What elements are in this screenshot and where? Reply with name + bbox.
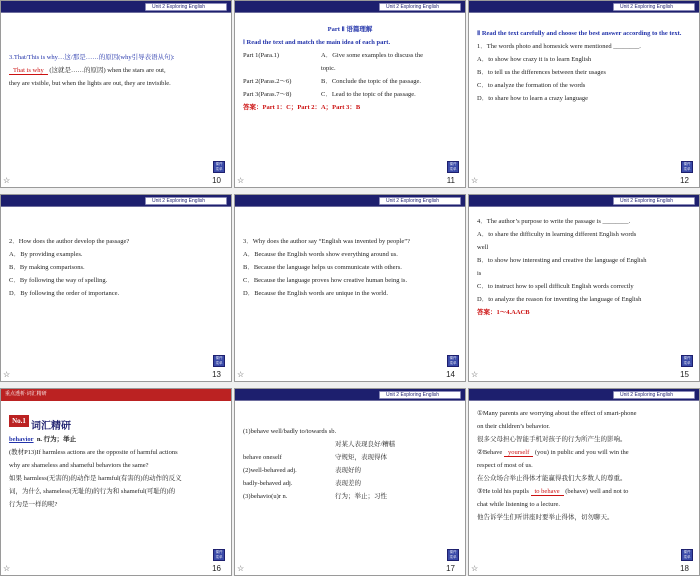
option: D．Because the English words are unique in the world. — [243, 290, 388, 297]
section-banner: 重点透析·词汇精研 — [1, 389, 231, 401]
text-line: respect of most of us. — [477, 462, 533, 469]
idea-text: C．Lead to the topic of the passage. — [321, 91, 416, 98]
idea-text: A．Give some examples to discuss the — [321, 52, 423, 59]
menu-icon[interactable]: 课件 菜单 — [213, 161, 225, 173]
question: 2．How does the author develop the passage? — [9, 238, 130, 245]
unit-tag: Unit 2 Exploring English — [613, 3, 695, 11]
text-line: 词，为什么 shameless(无耻的)的行为和 shameful(可耻的)的 — [9, 488, 176, 495]
slide-header-bar — [469, 389, 699, 401]
menu-icon[interactable]: 课件 菜单 — [447, 355, 459, 367]
answer-blank: yourself — [504, 449, 533, 457]
vocab-pos: n. 行为；举止 — [36, 436, 77, 443]
slide-thumbnail-15[interactable] — [468, 194, 700, 382]
slide-number: 16 — [212, 564, 221, 573]
slide-thumbnail-17[interactable] — [234, 388, 466, 576]
slide-number: 15 — [680, 370, 689, 379]
slide-number: 12 — [680, 176, 689, 185]
meaning: 行为；举止；习性 — [335, 493, 387, 500]
text-line: 行为是一样的呢? — [9, 501, 58, 508]
slide-number: 17 — [446, 564, 455, 573]
option: B．to show how interesting and creative the language of English — [477, 257, 647, 264]
slide-number: 10 — [212, 176, 221, 185]
slide-header-bar — [1, 195, 231, 207]
meaning: 对某人表现良好/糟糕 — [335, 441, 396, 448]
menu-icon[interactable]: 课件 菜单 — [681, 161, 693, 173]
instruction: Ⅱ Read the text carefully and choose the best answer according to the text. — [477, 30, 682, 37]
answer-text: 答案：1～4.AACB — [477, 309, 530, 316]
option: A．Because the English words show everything around us. — [243, 251, 398, 258]
option: C．to instruct how to spell difficult English words correctly — [477, 283, 634, 290]
slide-header-bar — [469, 195, 699, 207]
slide-content — [477, 407, 691, 524]
menu-icon[interactable]: 课件 菜单 — [447, 549, 459, 561]
star-icon[interactable]: ☆ — [3, 564, 11, 573]
phrase: (3)behavio(u)r n. — [243, 493, 288, 500]
slide-thumbnail-16[interactable] — [0, 388, 232, 576]
answer-blank: That is why — [9, 67, 48, 75]
option: A．to share the difficulty in learning different English words — [477, 231, 637, 238]
part-label — [243, 62, 321, 75]
slide-header-bar — [1, 1, 231, 13]
star-icon[interactable]: ☆ — [237, 176, 245, 185]
phrase: badly-behaved adj. — [243, 480, 293, 487]
question: 1．The words photo and homesick were mentioned ________. — [477, 43, 641, 50]
slide-thumbnail-12[interactable] — [468, 0, 700, 188]
slide-number: 14 — [446, 370, 455, 379]
option: B．By making comparisons. — [9, 264, 85, 271]
star-icon[interactable]: ☆ — [471, 176, 479, 185]
star-icon[interactable]: ☆ — [471, 370, 479, 379]
slide-thumbnail-18[interactable] — [468, 388, 700, 576]
meaning: 表现好的 — [335, 467, 361, 474]
menu-icon[interactable]: 课件 菜单 — [213, 549, 225, 561]
part-label: Part 1(Para.1) — [243, 52, 280, 59]
idea-text: topic. — [321, 65, 336, 72]
option: C．By following the way of spelling. — [9, 277, 108, 284]
text-line: 3.That/This is why…这/那是……的原因(why引导表语从句): — [9, 54, 175, 61]
star-icon[interactable]: ☆ — [237, 370, 245, 379]
unit-tag: Unit 2 Exploring English — [613, 391, 695, 399]
unit-tag: Unit 2 Exploring English — [379, 197, 461, 205]
text-line: 如果 harmless(无害的)的动作是 harmful(有害的)的动作的反义 — [9, 475, 182, 482]
text-line: on their children’s behavior. — [477, 423, 550, 430]
slide-number: 18 — [680, 564, 689, 573]
star-icon[interactable]: ☆ — [3, 176, 11, 185]
slide-number: 11 — [446, 176, 455, 185]
unit-tag: Unit 2 Exploring English — [379, 3, 461, 11]
slide-header-bar — [469, 1, 699, 13]
question: 4．The author’s purpose to write the passage is ________. — [477, 218, 631, 225]
answer-text: 答案：Part 1：C；Part 2：A；Part 3：B — [243, 104, 361, 111]
unit-tag: Unit 2 Exploring English — [613, 197, 695, 205]
unit-tag: Unit 2 Exploring English — [379, 391, 461, 399]
section-title: 词汇精研 — [31, 421, 71, 432]
option: D．By following the order of importance. — [9, 290, 120, 297]
menu-icon[interactable]: 课件 菜单 — [681, 355, 693, 367]
option: C．to analyze the formation of the words — [477, 82, 586, 89]
text-line: why are shameless and shameful behaviors the same? — [9, 462, 149, 469]
text-line: chat while listening to a lecture. — [477, 501, 561, 508]
text-line: (这就是……的原因) when the stars are out, — [49, 67, 166, 74]
meaning: 表现差的 — [335, 480, 361, 487]
unit-tag: Unit 2 Exploring English — [145, 3, 227, 11]
menu-icon[interactable]: 课件 菜单 — [447, 161, 459, 173]
phrase: (2)well-behaved adj. — [243, 467, 297, 474]
text-line: (教材P13)If harmless actions are the opposite of harmful actions — [9, 449, 178, 456]
option: A．to show how crazy it is to learn English — [477, 56, 592, 63]
option: D．to share how to learn a crazy language — [477, 95, 588, 102]
text-line: 他告诉学生们听讲座时要举止得体，切勿聊天。 — [477, 514, 614, 521]
text-line: they are visible, but when the lights are out, they are invisible. — [9, 80, 171, 87]
option: D．to analyze the reason for inventing the language of English — [477, 296, 642, 303]
star-icon[interactable]: ☆ — [237, 564, 245, 573]
slide-content — [9, 433, 223, 511]
slide-content — [477, 27, 691, 105]
slide-header-bar — [235, 195, 465, 207]
slide-content — [243, 235, 457, 300]
slide-thumbnail-10[interactable] — [0, 0, 232, 188]
option: C．Because the language proves how creative human being is. — [243, 277, 408, 284]
slide-thumbnail-11[interactable] — [234, 0, 466, 188]
text-line: ③He told his pupils — [477, 488, 529, 495]
part-label: Part 2(Paras.2～6) — [243, 78, 292, 85]
text-line: 在公众场合举止得体才能赢得我们大多数人的尊重。 — [477, 475, 627, 482]
option: is — [477, 270, 482, 277]
slide-content — [477, 215, 691, 319]
idea-text: B．Conclude the topic of the passage. — [321, 78, 422, 85]
phrase: behave oneself — [243, 454, 282, 461]
answer-blank: to behave — [531, 488, 564, 496]
meaning: 守规矩，表现得体 — [335, 454, 387, 461]
menu-icon[interactable]: 课件 菜单 — [681, 549, 693, 561]
question: 3．Why does the author say “English was invented by people”? — [243, 238, 410, 245]
text-line: 很多父母担心智能手机对孩子的行为所产生的影响。 — [477, 436, 627, 443]
number-badge: No.1 — [9, 415, 29, 427]
slide-header-bar — [235, 1, 465, 13]
slide-content — [9, 51, 223, 90]
slide-header-bar — [235, 389, 465, 401]
option: B．Because the language helps us communicate with others. — [243, 264, 402, 271]
option: well — [477, 244, 489, 251]
text-line: ①Many parents are worrying about the effect of smart-phone — [477, 410, 637, 417]
text-line: ②Behave — [477, 449, 503, 456]
star-icon[interactable]: ☆ — [471, 564, 479, 573]
text-line: (you) in public and you will win the — [534, 449, 629, 456]
slide-number: 13 — [212, 370, 221, 379]
unit-tag: Unit 2 Exploring English — [145, 197, 227, 205]
slide-content — [9, 235, 223, 300]
menu-icon[interactable]: 课件 菜单 — [213, 355, 225, 367]
phrase — [243, 438, 335, 451]
vocab-word: behavior — [9, 436, 34, 443]
text-line: (behave) well and not to — [565, 488, 629, 495]
slide-thumbnail-14[interactable] — [234, 194, 466, 382]
star-icon[interactable]: ☆ — [3, 370, 11, 379]
section-title: Part Ⅱ 语篇理解 — [327, 26, 373, 33]
instruction: Ⅰ Read the text and match the main idea of each part. — [243, 39, 391, 46]
slide-content — [243, 23, 457, 114]
part-label: Part 3(Paras.7～8) — [243, 91, 292, 98]
slide-content — [243, 425, 457, 503]
slide-thumbnail-13[interactable] — [0, 194, 232, 382]
option: B．to tell us the differences between their usages — [477, 69, 606, 76]
phrase: (1)behave well/badly to/towards sb. — [243, 428, 337, 435]
option: A．By providing examples. — [9, 251, 83, 258]
